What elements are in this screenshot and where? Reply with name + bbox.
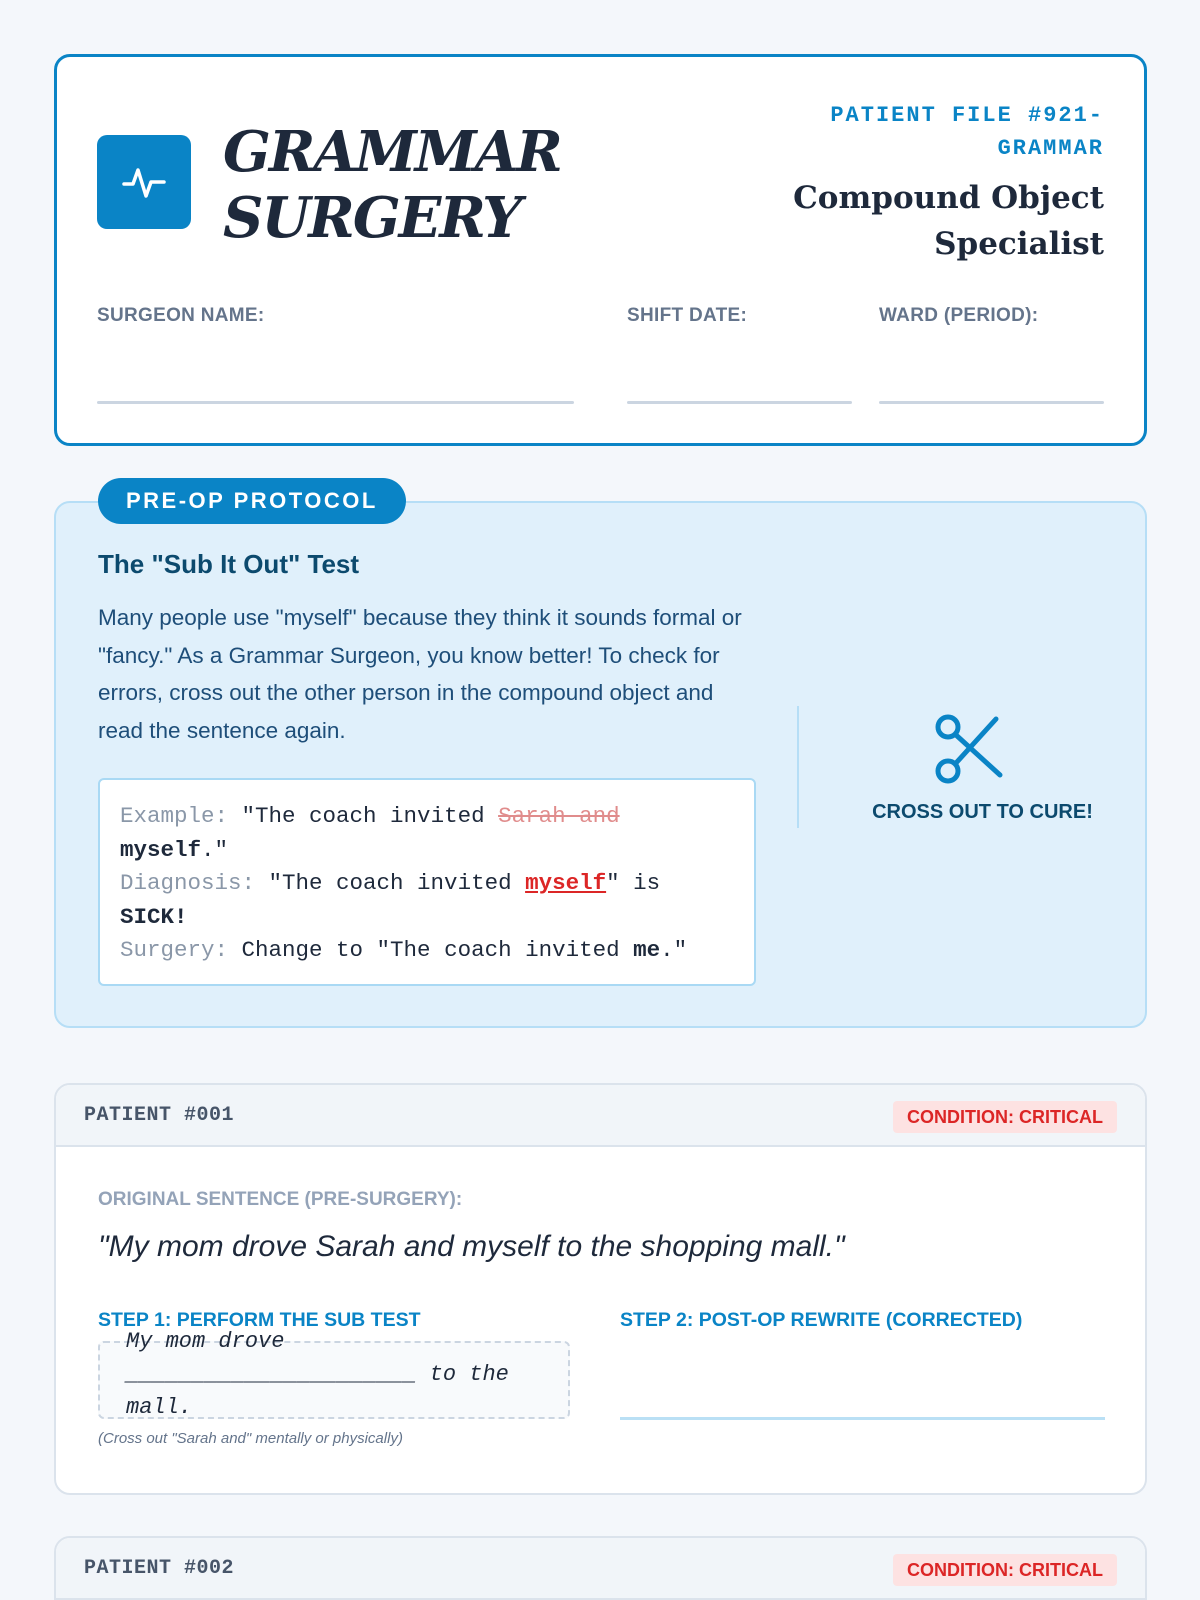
surgeon-name-label: SURGEON NAME: [97,305,265,326]
patient-id: PATIENT #002 [84,1557,235,1580]
patient-header [56,1085,1145,1147]
ward-label: WARD (PERIOD): [879,305,1039,326]
brand-title: GRAMMAR SURGERY [223,119,561,251]
patient-file-number: PATIENT FILE #921-GRAMMAR [830,103,1104,161]
step2-label: STEP 2: POST-OP REWRITE (CORRECTED) [620,1309,1023,1331]
shift-date-field[interactable] [627,401,852,404]
sick-label: SICK! [120,903,188,930]
patient-header [56,1538,1145,1600]
header-card [54,54,1147,446]
sick-word: myself [525,870,607,896]
example-label: Example: [120,803,229,829]
surgery-text: Change to "The coach invited [228,937,634,963]
sub-test-text: My mom drove ______________________ to the mall. [126,1329,509,1420]
example-word: myself [120,836,202,863]
diagnosis-label: Diagnosis: [120,870,256,896]
original-sentence: "My mom drove Sarah and myself to the shopping mall." [98,1230,845,1263]
step1-label: STEP 1: PERFORM THE SUB TEST [98,1309,421,1331]
example-text: "The coach invited [228,803,499,829]
example-box [98,778,756,986]
patient-id: PATIENT #001 [84,1104,235,1127]
surgery-end: ." [660,937,688,963]
surgeon-name-field[interactable] [97,401,574,404]
pre-op-protocol-panel [54,501,1147,1028]
protocol-title: The "Sub It Out" Test [98,549,360,579]
example-line [120,800,734,867]
patient-card [54,1083,1147,1495]
ward-field[interactable] [879,401,1104,404]
logo-badge [97,135,191,229]
surgery-line [120,934,734,968]
patient-card [54,1536,1147,1600]
protocol-body: Many people use "myself" because they think it sounds formal or "fancy." As a Grammar Surgeon, you know better! To check for errors, cross out the other person in the compound object and read the sentence again. [98,605,742,743]
condition-badge: CONDITION: CRITICAL [893,1554,1117,1586]
diagnosis-text: "The coach invited [255,870,526,896]
pulse-icon [120,158,168,206]
sub-test-note: (Cross out "Sarah and" mentally or physically) [98,1430,403,1447]
surgery-label: Surgery: [120,937,229,963]
scissors-icon [934,713,1006,785]
original-sentence-label: ORIGINAL SENTENCE (PRE-SURGERY): [98,1189,463,1210]
struck-text: Sarah and [498,803,620,829]
rewrite-answer-line[interactable] [620,1417,1105,1420]
cure-label: CROSS OUT TO CURE! [872,801,1093,823]
condition-badge: CONDITION: CRITICAL [893,1101,1117,1133]
diagnosis-line [120,867,734,934]
example-end: ." [201,836,229,863]
specialist-title: Compound Object Specialist [793,180,1104,262]
diagnosis-mid: " is [606,870,661,896]
pre-op-protocol-badge: PRE-OP PROTOCOL [98,478,406,524]
shift-date-label: SHIFT DATE: [627,305,748,326]
vertical-divider [797,706,799,828]
surgery-word: me [633,937,661,963]
